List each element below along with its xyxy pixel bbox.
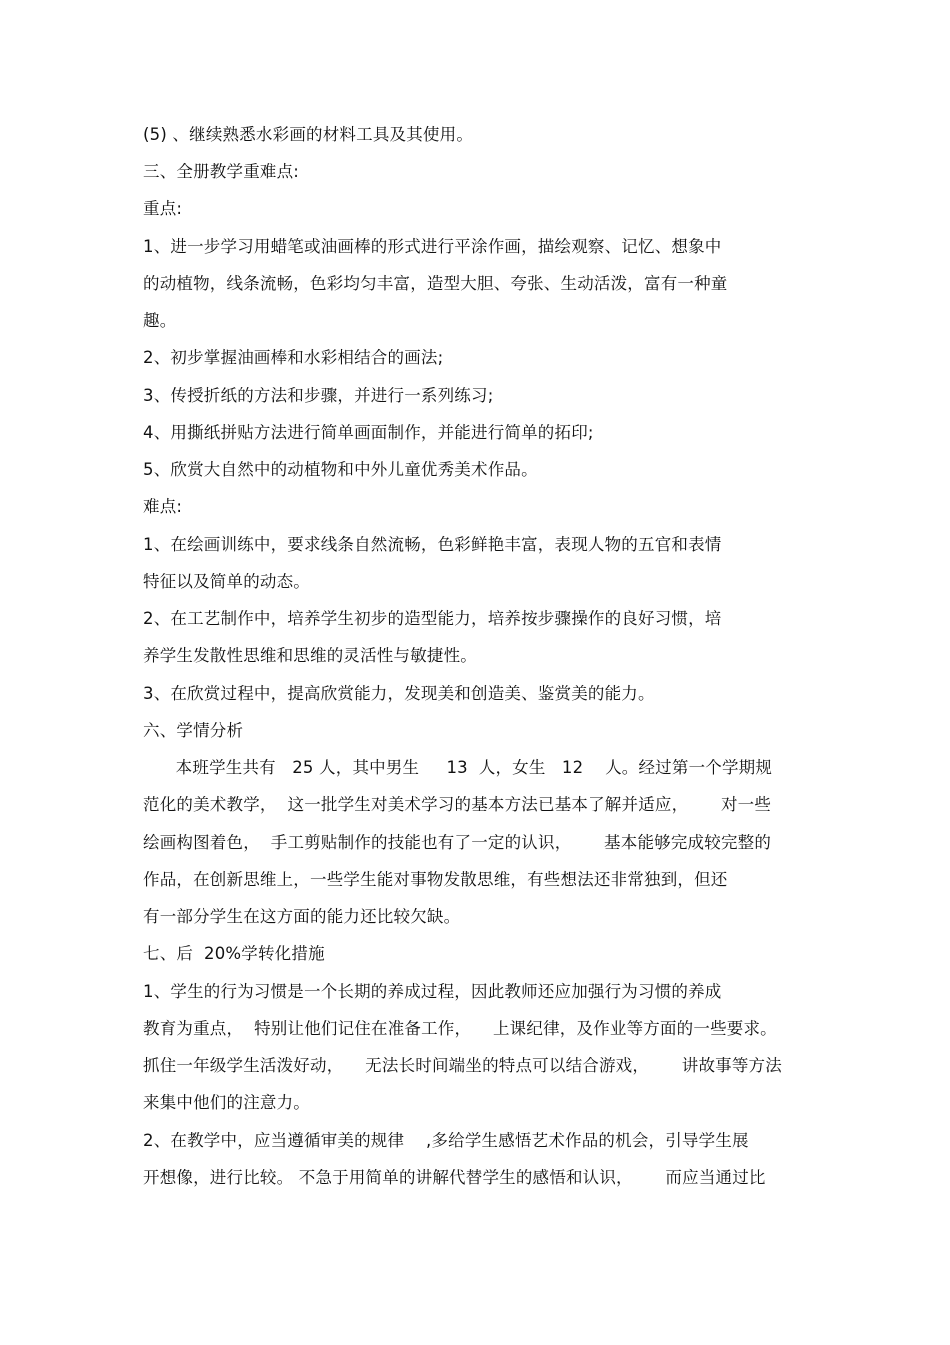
text-line: 特征以及简单的动态。 bbox=[143, 572, 310, 591]
text-line: 5、欣赏大自然中的动植物和中外儿童优秀美术作品。 bbox=[143, 460, 538, 479]
text-line: 1、在绘画训练中，要求线条自然流畅，色彩鲜艳丰富，表现人物的五官和表情 bbox=[143, 535, 722, 554]
text-line: 2、在教学中，应当遵循审美的规律 ,多给学生感悟艺术作品的机会，引导学生展 bbox=[143, 1131, 749, 1150]
section-heading: 三、全册教学重难点: bbox=[143, 162, 300, 181]
text-line: 开想像，进行比较。 不急于用简单的讲解代替学生的感悟和认识， 而应当通过比 bbox=[143, 1168, 766, 1187]
text-line: 有一部分学生在这方面的能力还比较欠缺。 bbox=[143, 907, 461, 926]
text-line: 作品，在创新思维上，一些学生能对事物发散思维，有些想法还非常独到，但还 bbox=[143, 870, 728, 889]
text-line: 来集中他们的注意力。 bbox=[143, 1093, 310, 1112]
text-line: 2、在工艺制作中，培养学生初步的造型能力，培养按步骤操作的良好习惯，培 bbox=[143, 609, 722, 628]
text-line: 2、初步掌握油画棒和水彩相结合的画法; bbox=[143, 348, 444, 367]
subheading: 重点: bbox=[143, 199, 183, 218]
text-line: 养学生发散性思维和思维的灵活性与敏捷性。 bbox=[143, 646, 477, 665]
text-line: 4、用撕纸拼贴方法进行简单画面制作，并能进行简单的拓印; bbox=[143, 423, 594, 442]
text-line: (5) 、继续熟悉水彩画的材料工具及其使用。 bbox=[143, 125, 474, 144]
text-line: 本班学生共有 25 人，其中男生 13 人，女生 12 人。经过第一个学期规 bbox=[143, 758, 773, 777]
text-line: 绘画构图着色， 手工剪贴制作的技能也有了一定的认识， 基本能够完成较完整的 bbox=[143, 833, 772, 852]
section-heading: 六、学情分析 bbox=[143, 721, 244, 740]
subheading: 难点: bbox=[143, 497, 183, 516]
text-line: 教育为重点， 特别让他们记住在准备工作， 上课纪律，及作业等方面的一些要求。 bbox=[143, 1019, 777, 1038]
text-line: 3、传授折纸的方法和步骤，并进行一系列练习; bbox=[143, 386, 494, 405]
text-line: 抓住一年级学生活泼好动， 无法长时间端坐的特点可以结合游戏， 讲故事等方法 bbox=[143, 1056, 782, 1075]
text-line: 3、在欣赏过程中，提高欣赏能力，发现美和创造美、鉴赏美的能力。 bbox=[143, 684, 655, 703]
section-heading: 七、后 20%学转化措施 bbox=[143, 944, 325, 963]
text-line: 的动植物，线条流畅，色彩均匀丰富，造型大胆、夸张、生动活泼，富有一种童 bbox=[143, 274, 728, 293]
text-line: 趣。 bbox=[143, 311, 177, 330]
text-line: 1、学生的行为习惯是一个长期的养成过程，因此教师还应加强行为习惯的养成 bbox=[143, 982, 722, 1001]
text-line: 范化的美术教学， 这一批学生对美术学习的基本方法已基本了解并适应， 对一些 bbox=[143, 795, 772, 814]
text-line: 1、进一步学习用蜡笔或油画棒的形式进行平涂作画，描绘观察、记忆、想象中 bbox=[143, 237, 722, 256]
